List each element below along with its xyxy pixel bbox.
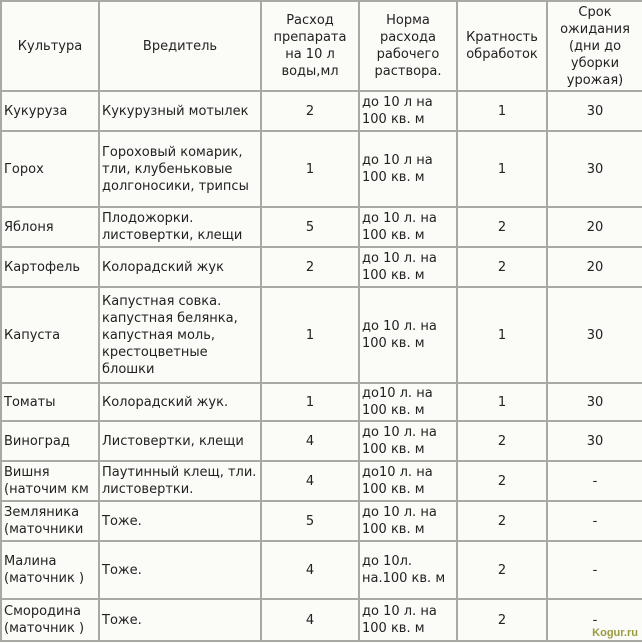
cell-norm: до 10 л. на 100 кв. м <box>359 287 457 383</box>
cell-waiting: 20 <box>547 247 642 287</box>
cell-pest: Кукурузный мотылек <box>99 91 261 131</box>
table-row <box>1 461 642 501</box>
table-row <box>1 131 642 207</box>
cell-dose: 1 <box>261 131 359 207</box>
cell-pest: Паутинный клещ, тли. листовертки. <box>99 461 261 501</box>
cell-frequency: 1 <box>457 383 547 421</box>
cell-pest: Тоже. <box>99 501 261 541</box>
header-pest: Вредитель <box>99 1 261 91</box>
cell-frequency: 1 <box>457 131 547 207</box>
cell-dose: 1 <box>261 383 359 421</box>
cell-waiting: - <box>547 461 642 501</box>
table-row <box>1 287 642 383</box>
cell-pest: Гороховый комарик, тли, клубеньковые долгоносики, трипсы <box>99 131 261 207</box>
cell-pest: Листовертки, клещи <box>99 421 261 461</box>
table-row <box>1 501 642 541</box>
cell-culture: Капуста <box>1 287 99 383</box>
cell-culture: Горох <box>1 131 99 207</box>
cell-pest: Колорадский жук. <box>99 383 261 421</box>
cell-dose: 4 <box>261 599 359 641</box>
cell-dose: 5 <box>261 207 359 247</box>
watermark: Kogur.ru <box>592 627 638 639</box>
cell-frequency: 1 <box>457 91 547 131</box>
cell-pest: Тоже. <box>99 599 261 641</box>
cell-frequency: 1 <box>457 287 547 383</box>
cell-dose: 1 <box>261 287 359 383</box>
cell-waiting: 30 <box>547 131 642 207</box>
header-dose: Расход препарата на 10 л воды,мл <box>261 1 359 91</box>
cell-norm: до 10л. на.100 кв. м <box>359 541 457 599</box>
cell-waiting: 30 <box>547 421 642 461</box>
cell-waiting: - <box>547 599 642 641</box>
cell-norm: до 10 л. на 100 кв. м <box>359 207 457 247</box>
table-row <box>1 207 642 247</box>
header-frequency: Кратность обработок <box>457 1 547 91</box>
cell-culture: Картофель <box>1 247 99 287</box>
header-culture: Культура <box>1 1 99 91</box>
cell-dose: 2 <box>261 247 359 287</box>
cell-norm: до10 л. на 100 кв. м <box>359 383 457 421</box>
cell-norm: до 10 л. на 100 кв. м <box>359 599 457 641</box>
cell-norm: до 10 л. на 100 кв. м <box>359 501 457 541</box>
cell-frequency: 2 <box>457 421 547 461</box>
cell-culture: Смородина (маточник ) <box>1 599 99 641</box>
cell-culture: Земляника (маточники <box>1 501 99 541</box>
cell-pest: Колорадский жук <box>99 247 261 287</box>
cell-waiting: - <box>547 501 642 541</box>
cell-culture: Виноград <box>1 421 99 461</box>
cell-norm: до 10 л. на 100 кв. м <box>359 421 457 461</box>
header-waiting: Срок ожидания (дни до уборки урожая) <box>547 1 642 91</box>
cell-culture: Кукуруза <box>1 91 99 131</box>
table-row <box>1 541 642 599</box>
cell-waiting: 30 <box>547 383 642 421</box>
table-row <box>1 599 642 641</box>
cell-culture: Яблоня <box>1 207 99 247</box>
cell-dose: 4 <box>261 541 359 599</box>
cell-frequency: 2 <box>457 461 547 501</box>
cell-culture: Томаты <box>1 383 99 421</box>
cell-dose: 2 <box>261 91 359 131</box>
cell-waiting: 30 <box>547 91 642 131</box>
cell-dose: 5 <box>261 501 359 541</box>
header-norm: Норма расхода рабочего раствора. <box>359 1 457 91</box>
cell-frequency: 2 <box>457 599 547 641</box>
cell-culture: Малина (маточник ) <box>1 541 99 599</box>
cell-pest: Капустная совка. капустная белянка, капустная моль, крестоцветные блошки <box>99 287 261 383</box>
cell-waiting: 30 <box>547 287 642 383</box>
cell-norm: до10 л. на 100 кв. м <box>359 461 457 501</box>
table-row <box>1 383 642 421</box>
cell-frequency: 2 <box>457 501 547 541</box>
cell-norm: до 10 л. на 100 кв. м <box>359 247 457 287</box>
cell-dose: 4 <box>261 421 359 461</box>
cell-norm: до 10 л на 100 кв. м <box>359 131 457 207</box>
table-row <box>1 421 642 461</box>
cell-pest: Тоже. <box>99 541 261 599</box>
cell-dose: 4 <box>261 461 359 501</box>
cell-waiting: 20 <box>547 207 642 247</box>
cell-frequency: 2 <box>457 207 547 247</box>
cell-norm: до 10 л на 100 кв. м <box>359 91 457 131</box>
table-row <box>1 91 642 131</box>
cell-waiting: - <box>547 541 642 599</box>
cell-frequency: 2 <box>457 541 547 599</box>
cell-pest: Плодожорки. листовертки, клещи <box>99 207 261 247</box>
table-row <box>1 247 642 287</box>
cell-culture: Вишня (наточим км <box>1 461 99 501</box>
cell-frequency: 2 <box>457 247 547 287</box>
